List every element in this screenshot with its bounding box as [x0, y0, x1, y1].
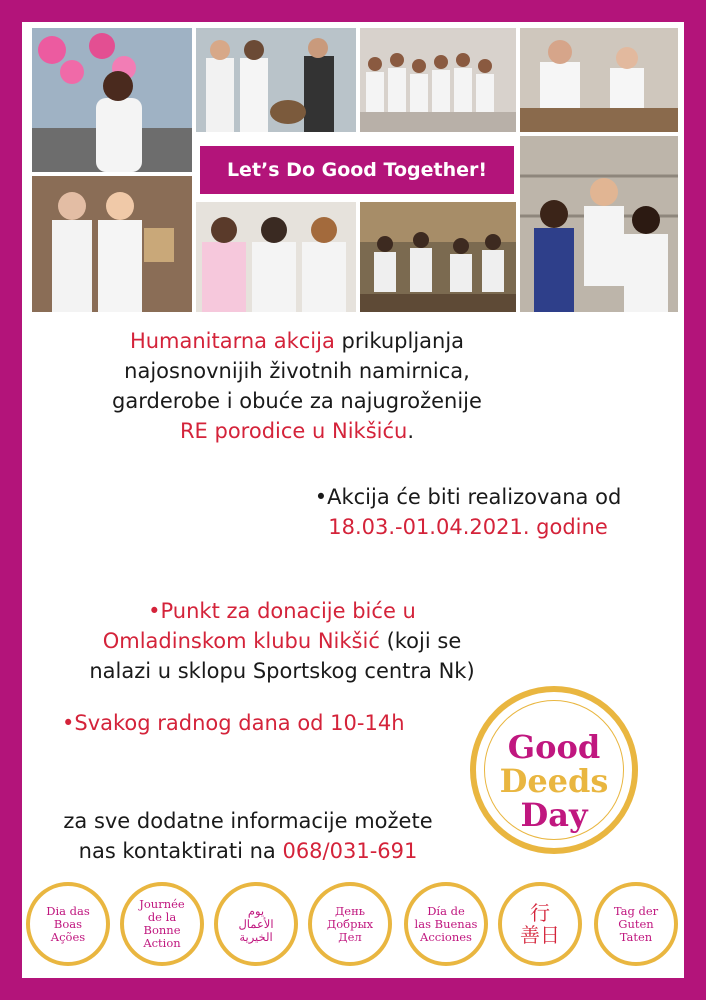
action-highlight: Humanitarna akcija [129, 329, 335, 353]
badge-line: День [334, 903, 366, 918]
poster [22, 22, 684, 978]
badge-line: Día de [427, 903, 465, 918]
main-line-4-end: . [407, 419, 415, 443]
good-deeds-day-logo [470, 686, 638, 854]
location-line-2 [32, 626, 532, 656]
logo-word-day: Day [520, 796, 588, 834]
club-highlight: Omladinskom klubu Nikšić [102, 629, 380, 653]
phone-number: 068/031-691 [282, 839, 418, 863]
language-badge [26, 882, 110, 966]
banner-title: Let’s Do Good Together! [198, 144, 516, 196]
badge-line: Дел [338, 929, 362, 944]
location-block [32, 596, 532, 686]
contact-line-1: za sve dodatne informacije možete [63, 809, 433, 833]
main-line-2: najosnovnijih životnih namirnica, [124, 359, 470, 383]
badge-line: Ações [50, 929, 86, 944]
language-badge [120, 882, 204, 966]
language-badge [308, 882, 392, 966]
location-line-2-rest: (koji se [386, 629, 462, 653]
badge-line: Journée [139, 897, 185, 911]
photo-girls-hearts [196, 202, 356, 312]
language-badge [404, 882, 488, 966]
badge-line: الخيرية [239, 929, 273, 944]
main-line-4 [32, 416, 562, 446]
badge-line: يوم [247, 903, 265, 918]
badge-line: 善日 [520, 923, 560, 947]
working-hours: •Svakog radnog dana od 10-14h [62, 711, 405, 735]
badge-line: Acciones [420, 929, 472, 944]
language-badge [594, 882, 678, 966]
photo-workshop [520, 28, 678, 132]
contact-prefix: nas kontaktirati na [78, 839, 276, 863]
logo-word-deeds: Deeds [499, 762, 609, 800]
contact-block [28, 806, 468, 866]
badge-line: Boas [53, 916, 83, 931]
badge-line: Добрых [326, 916, 374, 931]
photo-volunteers-dog [196, 28, 356, 132]
logo-word-good: Good [507, 728, 601, 766]
badge-line: الأعمال [238, 916, 274, 931]
dates-line-1: •Akcija će biti realizovana od [314, 485, 622, 509]
main-text [32, 326, 562, 446]
language-badge [498, 882, 582, 966]
contact-line-2 [28, 836, 468, 866]
photo-stairs-friends [520, 136, 678, 312]
badge-line: 行 [530, 901, 550, 925]
dates-block [268, 482, 668, 542]
location-line-1: •Punkt za donacije biće u [148, 599, 416, 623]
families-highlight: RE porodice u Nikšiću [179, 419, 408, 443]
location-line-3: nalazi u sklopu Sportskog centra Nk) [89, 659, 475, 683]
dates-range: 18.03.-01.04.2021. godine [328, 515, 608, 539]
badge-line: Action [143, 936, 181, 950]
badge-line: Guten [618, 916, 654, 931]
language-badge [214, 882, 298, 966]
badge-line: Taten [619, 929, 653, 944]
photo-balloons [32, 28, 192, 172]
badge-line: de la Bonne [143, 910, 181, 937]
badge-line: Dia das [46, 903, 90, 918]
main-line-1-rest: prikupljanja [341, 329, 465, 353]
main-line-1 [32, 326, 562, 356]
badge-line: las Buenas [414, 916, 478, 931]
photo-village [360, 202, 516, 312]
photo-group-room [360, 28, 516, 132]
badge-line: Tag der [613, 903, 659, 918]
main-line-3: garderobe i obuće za najugroženije [112, 389, 482, 413]
photo-birdhouse [32, 176, 192, 312]
